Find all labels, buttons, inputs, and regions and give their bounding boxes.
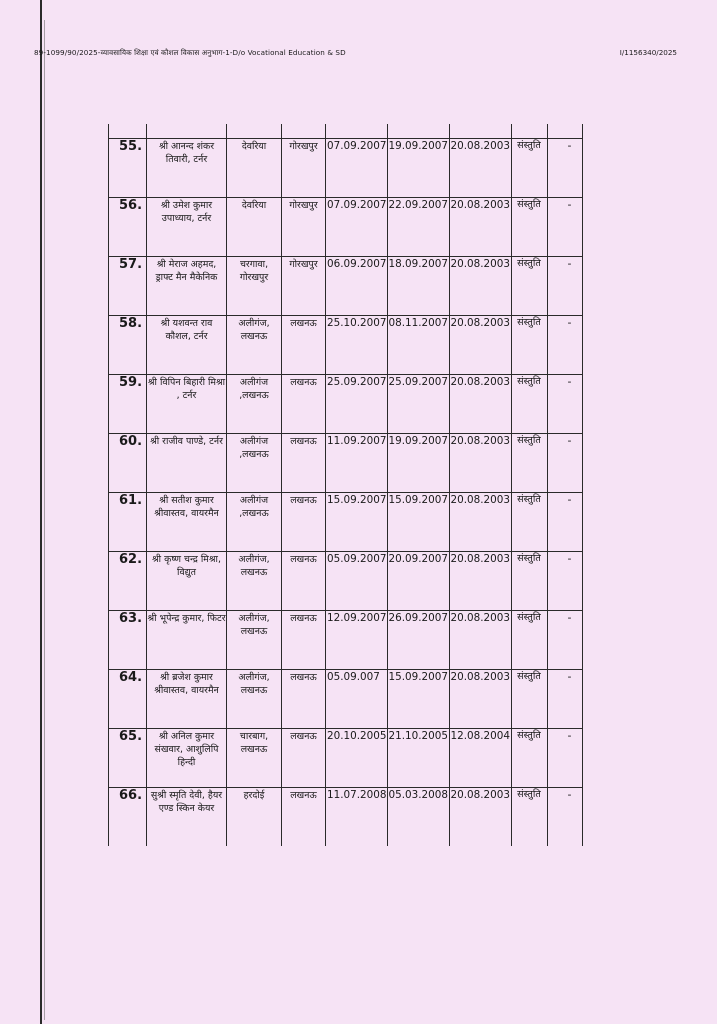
remark: - (548, 728, 582, 743)
division: लखनऊ (282, 433, 325, 448)
records-table (108, 124, 583, 846)
date-2: 15.09.2007 (388, 671, 448, 683)
serial-number: 56. (109, 197, 146, 213)
employee-name: श्री यशवन्त राव कौशल, टर्नर (147, 315, 226, 343)
recommendation-status: संस्तुति (512, 138, 547, 153)
current-posting: हरदोई (227, 787, 281, 802)
recommendation-status: संस्तुति (512, 433, 547, 448)
remark: - (548, 138, 582, 153)
table-row (109, 492, 583, 551)
date-1-cell (326, 610, 388, 669)
date-1: 06.09.2007 (327, 258, 387, 270)
employee-name-cell (147, 610, 227, 669)
remark-cell (547, 610, 582, 669)
date-3-cell (449, 610, 511, 669)
table-row (109, 551, 583, 610)
date-1-cell (326, 256, 388, 315)
current-posting: अलीगंज ,लखनऊ (227, 492, 281, 520)
employee-name: श्री सतीश कुमार श्रीवास्तव, वायरमैन (147, 492, 226, 520)
date-2-cell (387, 551, 449, 610)
remark: - (548, 787, 582, 802)
remark: - (548, 315, 582, 330)
serial-number-cell (109, 315, 147, 374)
current-posting: चारबाग, लखनऊ (227, 728, 281, 756)
date-1: 11.09.2007 (327, 435, 387, 447)
date-2: 22.09.2007 (388, 199, 448, 211)
employee-name: श्री भूपेन्द्र कुमार, फिटर (147, 610, 226, 625)
division-cell (282, 197, 326, 256)
current-posting-cell (227, 374, 282, 433)
current-posting-cell (227, 138, 282, 197)
current-posting-cell (227, 433, 282, 492)
division-cell (282, 669, 326, 728)
division: लखनऊ (282, 315, 325, 330)
employee-name: श्री ब्रजेश कुमार श्रीवास्तव, वायरमैन (147, 669, 226, 697)
recommendation-status: संस्तुति (512, 492, 547, 507)
date-3: 20.08.2003 (450, 435, 510, 447)
current-posting: देवरिया (227, 138, 281, 153)
employee-name: श्री विपिन बिहारी मिश्रा , टर्नर (147, 374, 226, 402)
table-row (109, 610, 583, 669)
table-row (109, 197, 583, 256)
recommendation-status-cell (511, 197, 547, 256)
remark-cell (547, 728, 582, 787)
recommendation-status-cell (511, 315, 547, 374)
date-2: 26.09.2007 (388, 612, 448, 624)
serial-number: 58. (109, 315, 146, 331)
remark: - (548, 374, 582, 389)
date-3: 20.08.2003 (450, 140, 510, 152)
date-2-cell (387, 669, 449, 728)
binding-line (40, 0, 42, 1024)
current-posting-cell (227, 787, 282, 846)
current-posting: अलीगंज, लखनऊ (227, 669, 281, 697)
division-cell (282, 610, 326, 669)
table-continuation-stub (109, 124, 583, 138)
table-row (109, 374, 583, 433)
remark-cell (547, 433, 582, 492)
document-number: I/1156340/2025 (619, 48, 677, 57)
date-2-cell (387, 374, 449, 433)
table-row (109, 315, 583, 374)
date-1-cell (326, 492, 388, 551)
date-2-cell (387, 433, 449, 492)
recommendation-status: संस्तुति (512, 551, 547, 566)
date-1-cell (326, 433, 388, 492)
date-2-cell (387, 197, 449, 256)
date-2: 19.09.2007 (388, 435, 448, 447)
date-1: 15.09.2007 (327, 494, 387, 506)
date-2-cell (387, 728, 449, 787)
recommendation-status-cell (511, 669, 547, 728)
employee-name-cell (147, 315, 227, 374)
serial-number-cell (109, 374, 147, 433)
remark-cell (547, 138, 582, 197)
division: लखनऊ (282, 728, 325, 743)
date-3-cell (449, 492, 511, 551)
division: लखनऊ (282, 374, 325, 389)
date-2: 25.09.2007 (388, 376, 448, 388)
date-2: 15.09.2007 (388, 494, 448, 506)
date-2: 21.10.2005 (388, 730, 448, 742)
remark: - (548, 551, 582, 566)
date-2: 18.09.2007 (388, 258, 448, 270)
recommendation-status: संस्तुति (512, 728, 547, 743)
date-1: 11.07.2008 (327, 789, 387, 801)
table-row (109, 669, 583, 728)
division: गोरखपुर (282, 256, 325, 271)
date-2-cell (387, 492, 449, 551)
date-1-cell (326, 669, 388, 728)
serial-number: 66. (109, 787, 146, 803)
employee-name-cell (147, 492, 227, 551)
date-2-cell (387, 610, 449, 669)
date-3: 20.08.2003 (450, 612, 510, 624)
serial-number-cell (109, 610, 147, 669)
current-posting-cell (227, 315, 282, 374)
date-3-cell (449, 138, 511, 197)
remark-cell (547, 669, 582, 728)
table-row (109, 787, 583, 846)
date-1: 12.09.2007 (327, 612, 387, 624)
remark: - (548, 197, 582, 212)
date-1: 05.09.007 (326, 669, 387, 684)
date-3: 20.08.2003 (450, 671, 510, 683)
serial-number-cell (109, 256, 147, 315)
recommendation-status: संस्तुति (512, 374, 547, 389)
employee-name-cell (147, 433, 227, 492)
binding-shadow-line (44, 20, 45, 1020)
date-3-cell (449, 197, 511, 256)
division-cell (282, 374, 326, 433)
recommendation-status: संस्तुति (512, 256, 547, 271)
serial-number: 63. (109, 610, 146, 626)
date-3: 20.08.2003 (450, 553, 510, 565)
employee-name: श्री मेराज अहमद, ड्राफ्ट मैन मैकेनिक (147, 256, 226, 284)
employee-name: श्री अनिल कुमार संखवार, आशुलिपि हिन्दी (147, 728, 226, 769)
remark-cell (547, 256, 582, 315)
employee-name-cell (147, 669, 227, 728)
date-3: 20.08.2003 (450, 317, 510, 329)
division-cell (282, 138, 326, 197)
current-posting-cell (227, 551, 282, 610)
date-1: 25.10.2007 (327, 317, 387, 329)
current-posting: अलीगंज ,लखनऊ (227, 374, 281, 402)
date-1-cell (326, 138, 388, 197)
remark: - (548, 610, 582, 625)
remark: - (548, 433, 582, 448)
date-3-cell (449, 256, 511, 315)
employee-name: सुश्री स्मृति देवी, हैयर एण्ड स्किन केयर (147, 787, 226, 815)
current-posting: अलीगंज ,लखनऊ (227, 433, 281, 461)
current-posting: चरगावा, गोरखपुर (227, 256, 281, 284)
date-1-cell (326, 315, 388, 374)
date-2-cell (387, 787, 449, 846)
serial-number: 57. (109, 256, 146, 272)
date-2: 20.09.2007 (388, 553, 448, 565)
date-1: 25.09.2007 (327, 376, 387, 388)
employee-name-cell (147, 787, 227, 846)
division: लखनऊ (282, 492, 325, 507)
serial-number-cell (109, 728, 147, 787)
current-posting: अलीगंज, लखनऊ (227, 610, 281, 638)
date-3: 12.08.2004 (450, 730, 510, 742)
current-posting-cell (227, 197, 282, 256)
serial-number-cell (109, 433, 147, 492)
recommendation-status-cell (511, 492, 547, 551)
date-3-cell (449, 787, 511, 846)
date-3: 20.08.2003 (450, 376, 510, 388)
remark: - (548, 669, 582, 684)
file-reference: 89-1099/90/2025-व्यावसायिक शिक्षा एवं कौशल विकास अनुभाग-1-D/o Vocational Education & SD (34, 48, 346, 57)
current-posting: अलीगंज, लखनऊ (227, 315, 281, 343)
division: लखनऊ (282, 787, 325, 802)
recommendation-status-cell (511, 728, 547, 787)
remark-cell (547, 492, 582, 551)
remark-cell (547, 787, 582, 846)
remark: - (548, 256, 582, 271)
date-3: 20.08.2003 (450, 199, 510, 211)
recommendation-status-cell (511, 374, 547, 433)
division: लखनऊ (282, 551, 325, 566)
date-3-cell (449, 728, 511, 787)
current-posting: अलीगंज, लखनऊ (227, 551, 281, 579)
date-2: 19.09.2007 (388, 140, 448, 152)
serial-number: 55. (109, 138, 146, 154)
date-1: 05.09.2007 (327, 553, 387, 565)
table-row (109, 138, 583, 197)
employee-name: श्री राजीव पाण्डे, टर्नर (147, 433, 226, 448)
division-cell (282, 728, 326, 787)
date-3: 20.08.2003 (450, 258, 510, 270)
current-posting-cell (227, 728, 282, 787)
serial-number-cell (109, 787, 147, 846)
date-1-cell (326, 787, 388, 846)
employee-name: श्री उमेश कुमार उपाध्याय, टर्नर (147, 197, 226, 225)
date-3-cell (449, 315, 511, 374)
employee-name-cell (147, 256, 227, 315)
recommendation-status-cell (511, 551, 547, 610)
employee-name-cell (147, 197, 227, 256)
recommendation-status-cell (511, 787, 547, 846)
employee-name: श्री आनन्द शंकर तिवारी, टर्नर (147, 138, 226, 166)
date-3-cell (449, 433, 511, 492)
division-cell (282, 551, 326, 610)
recommendation-status: संस्तुति (512, 315, 547, 330)
serial-number: 61. (109, 492, 146, 508)
serial-number-cell (109, 669, 147, 728)
serial-number-cell (109, 138, 147, 197)
recommendation-status: संस्तुति (512, 197, 547, 212)
remark-cell (547, 197, 582, 256)
employee-name: श्री कृष्ण चन्द्र मिश्रा, विद्युत (147, 551, 226, 579)
table-row (109, 256, 583, 315)
date-2: 08.11.2007 (388, 317, 448, 329)
serial-number-cell (109, 197, 147, 256)
current-posting-cell (227, 669, 282, 728)
employee-name-cell (147, 374, 227, 433)
recommendation-status: संस्तुति (512, 669, 547, 684)
date-1-cell (326, 197, 388, 256)
recommendation-status: संस्तुति (512, 787, 547, 802)
current-posting-cell (227, 256, 282, 315)
division-cell (282, 787, 326, 846)
remark-cell (547, 315, 582, 374)
date-1-cell (326, 551, 388, 610)
date-3: 20.08.2003 (450, 494, 510, 506)
table-row (109, 728, 583, 787)
recommendation-status: संस्तुति (512, 610, 547, 625)
remark-cell (547, 551, 582, 610)
recommendation-status-cell (511, 256, 547, 315)
division-cell (282, 433, 326, 492)
current-posting-cell (227, 492, 282, 551)
date-1-cell (326, 374, 388, 433)
serial-number: 64. (109, 669, 146, 685)
employee-name-cell (147, 728, 227, 787)
remark-cell (547, 374, 582, 433)
recommendation-status-cell (511, 138, 547, 197)
division-cell (282, 492, 326, 551)
division: गोरखपुर (282, 197, 325, 212)
employee-name-cell (147, 138, 227, 197)
current-posting-cell (227, 610, 282, 669)
division-cell (282, 256, 326, 315)
date-1: 07.09.2007 (327, 199, 387, 211)
current-posting: देवरिया (227, 197, 281, 212)
date-2: 05.03.2008 (388, 789, 448, 801)
serial-number: 62. (109, 551, 146, 567)
serial-number: 65. (109, 728, 146, 744)
division-cell (282, 315, 326, 374)
division: लखनऊ (282, 669, 325, 684)
date-3-cell (449, 374, 511, 433)
division: गोरखपुर (282, 138, 325, 153)
serial-number-cell (109, 551, 147, 610)
employee-name-cell (147, 551, 227, 610)
date-1: 07.09.2007 (327, 140, 387, 152)
date-2-cell (387, 138, 449, 197)
date-1-cell (326, 728, 388, 787)
table-row (109, 433, 583, 492)
date-3-cell (449, 669, 511, 728)
date-3: 20.08.2003 (450, 789, 510, 801)
serial-number: 60. (109, 433, 146, 449)
date-2-cell (387, 256, 449, 315)
remark: - (548, 492, 582, 507)
recommendation-status-cell (511, 610, 547, 669)
serial-number: 59. (109, 374, 146, 390)
date-1: 20.10.2005 (327, 730, 387, 742)
serial-number-cell (109, 492, 147, 551)
recommendation-status-cell (511, 433, 547, 492)
date-2-cell (387, 315, 449, 374)
division: लखनऊ (282, 610, 325, 625)
date-3-cell (449, 551, 511, 610)
